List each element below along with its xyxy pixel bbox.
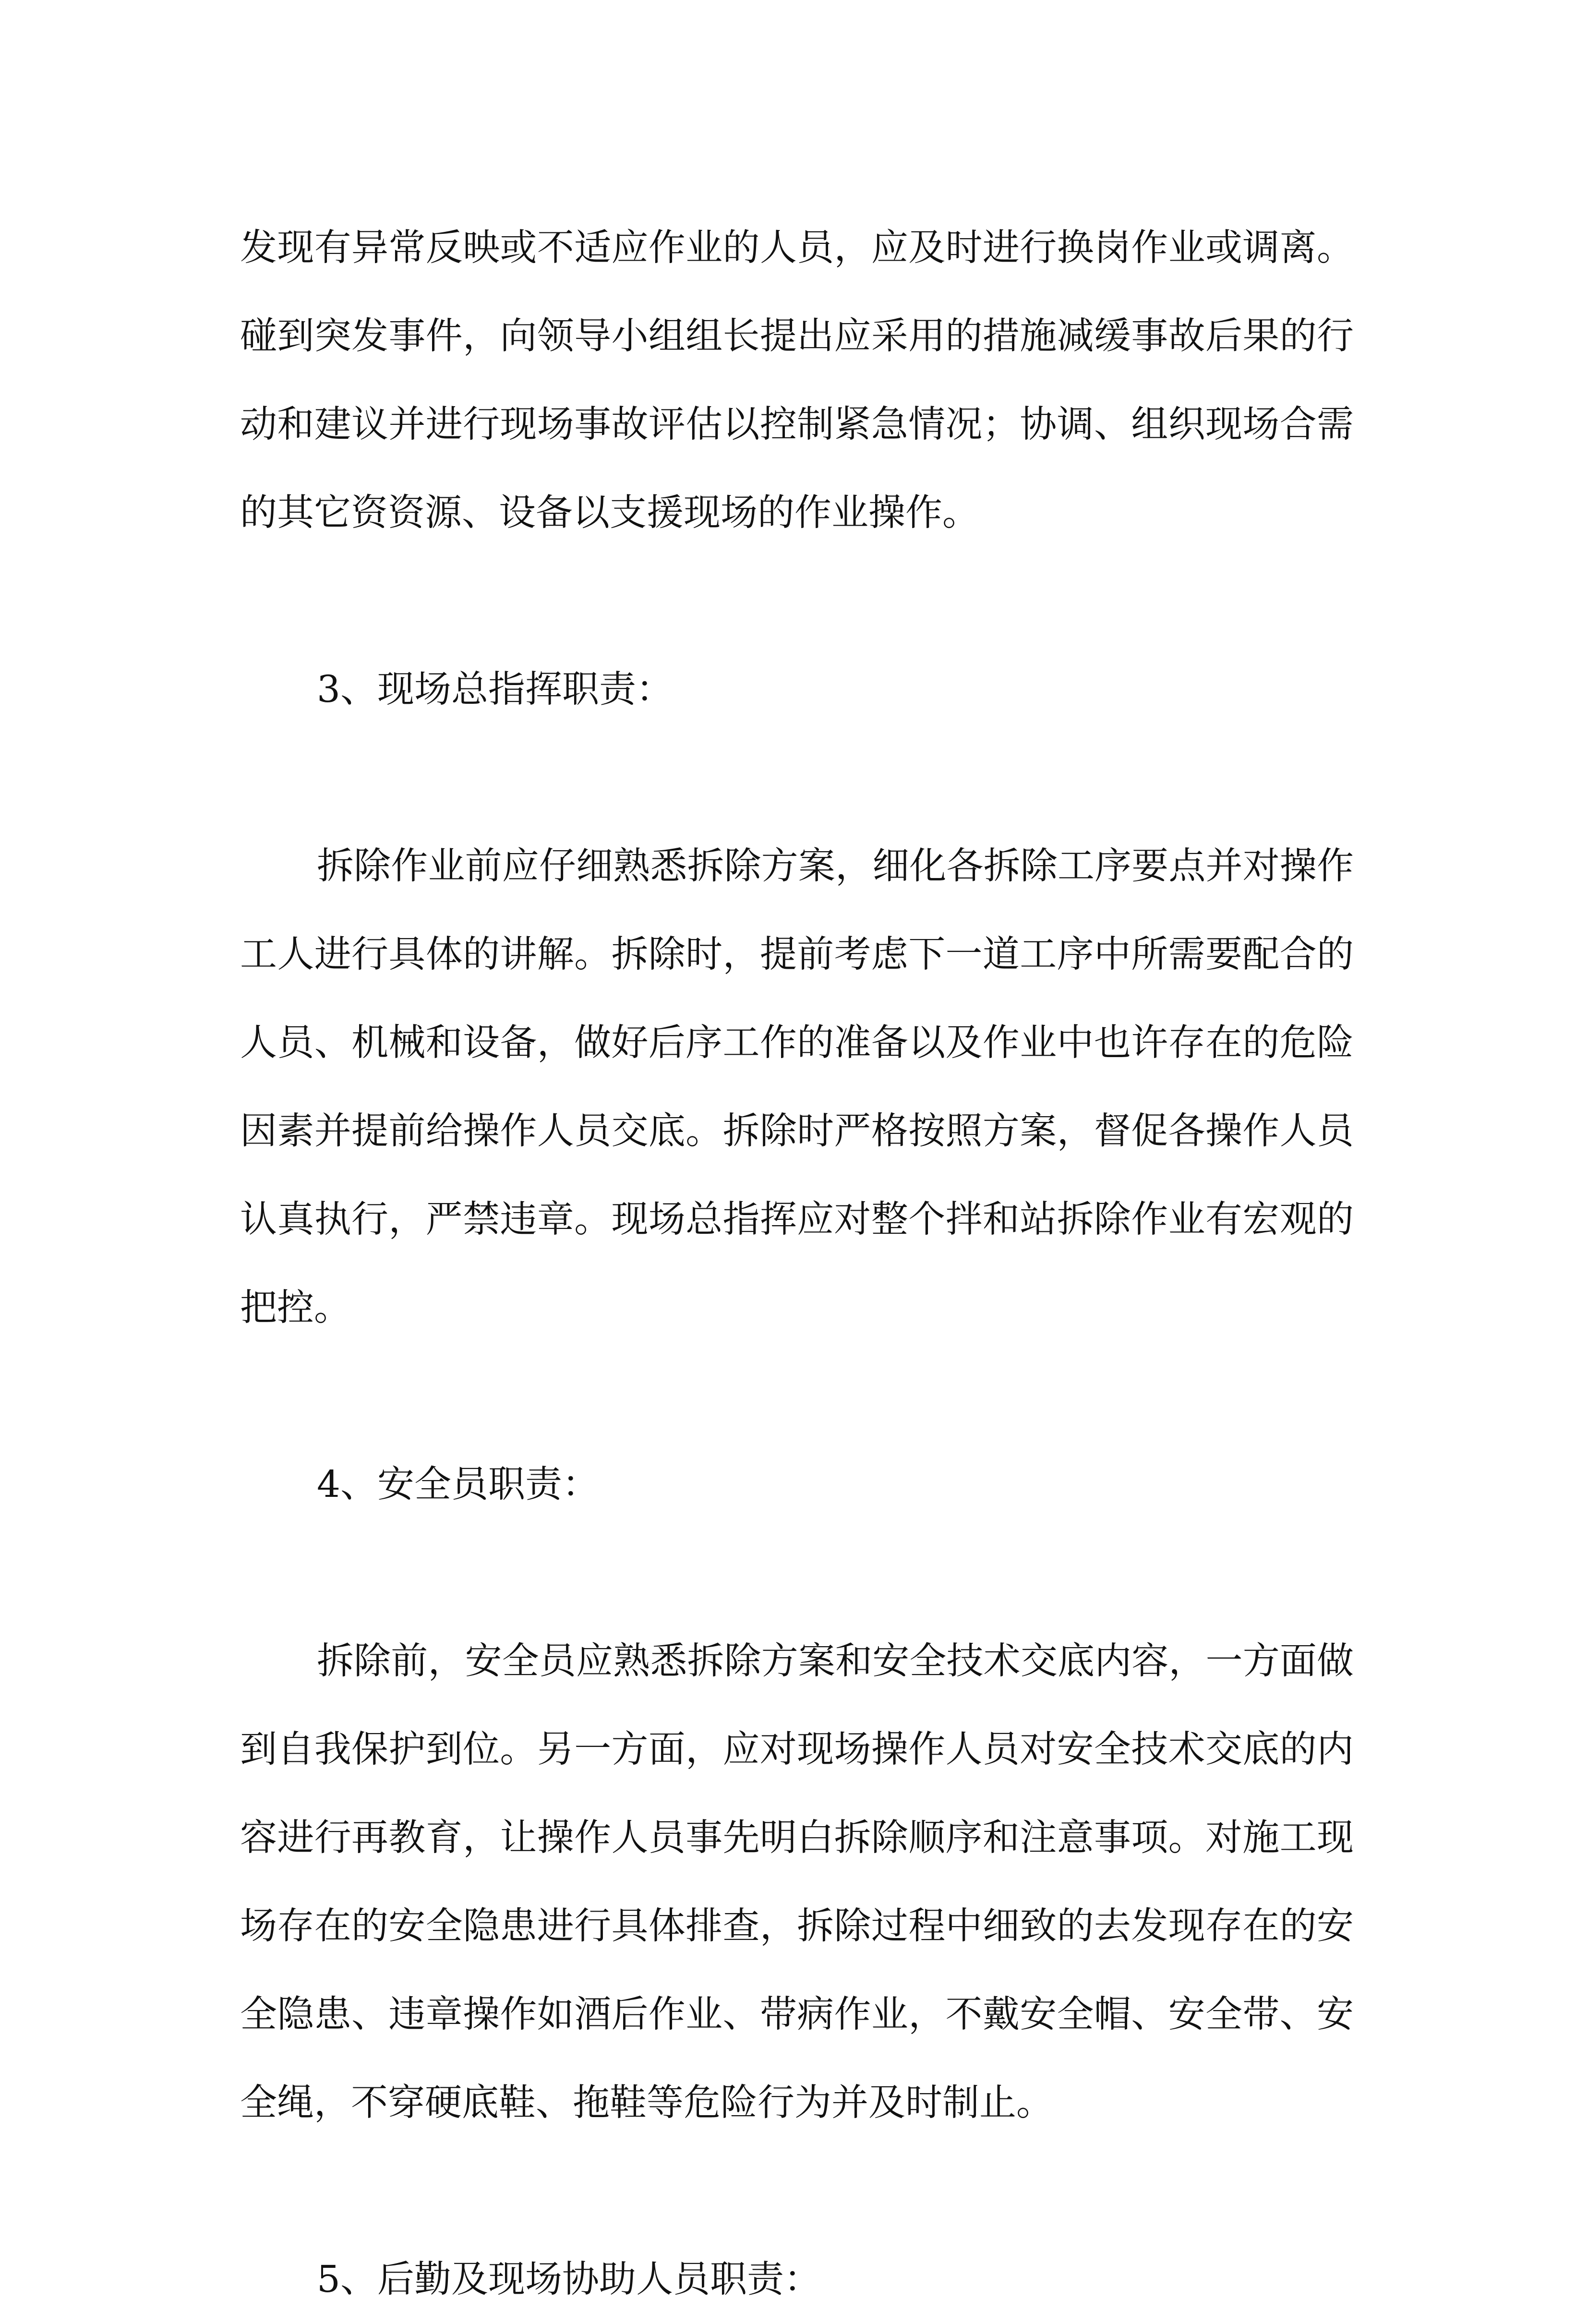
section-heading-3: 3、现场总指挥职责： xyxy=(317,668,673,711)
section-heading-5: 5、后勤及现场协助人员职责： xyxy=(317,2258,821,2301)
paragraph-safety-officer: 拆除前，安全员应熟悉拆除方案和安全技术交底内容，一方面做到自我保护到位。另一方面，应对现场操作人员对安全技术交底的内容进行再教育，让操作人员事先明白拆除顺序和注意事项。对施工现场存在的安全隐患进行具体排查，拆除过程中细致的去发现存在的安全隐患、违章操作如酒后作业、带病作业，不戴安全帽、安全带、安全绳，不穿硬底鞋、拖鞋等危险行为并及时制止。 xyxy=(240,1640,1354,2124)
paragraph-continuation: 发现有异常反映或不适应作业的人员，应及时进行换岗作业或调离。碰到突发事件，向领导小组组长提出应采用的措施减缓事故后果的行动和建议并进行现场事故评估以控制紧急情况；协调、组织现场合需的其它资资源、设备以支援现场的作业操作。 xyxy=(240,227,1354,534)
section-heading-4: 4、安全员职责： xyxy=(317,1463,599,1506)
document-body xyxy=(240,204,1354,2324)
paragraph-site-commander: 拆除作业前应仔细熟悉拆除方案，细化各拆除工序要点并对操作工人进行具体的讲解。拆除时，提前考虑下一道工序中所需要配合的人员、机械和设备，做好后序工作的准备以及作业中也许存在的危险因素并提前给操作人员交底。拆除时严格按照方案，督促各操作人员认真执行，严禁违章。现场总指挥应对整个拌和站拆除作业有宏观的把控。 xyxy=(240,845,1354,1329)
